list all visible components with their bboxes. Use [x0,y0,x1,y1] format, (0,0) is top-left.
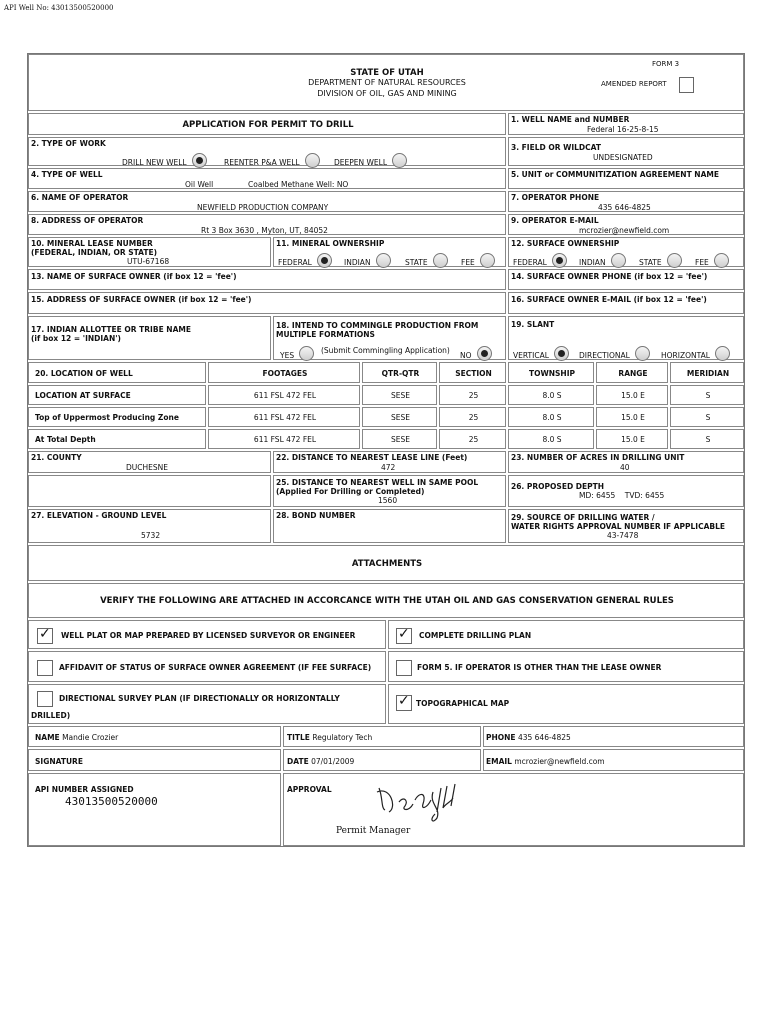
table-row [28,407,206,427]
email-label: EMAIL [486,757,512,766]
api-number-value: 43013500520000 [65,795,158,808]
box-1-well-name [508,113,744,135]
county-label: 21. COUNTY [31,453,82,462]
drill-new-well-label: DRILL NEW WELL [122,158,187,167]
elevation-label: 27. ELEVATION - GROUND LEVEL [31,511,167,520]
commingle-no-radio[interactable] [477,346,492,361]
box-14-surface-owner-phone [508,269,744,290]
state-title: STATE OF UTAH [350,68,424,78]
blank-cell [28,475,271,507]
surface-state-radio[interactable] [667,253,682,268]
loc-row-label: At Total Depth [35,435,96,444]
option-drill-new-well[interactable] [122,150,207,169]
table-cell [208,385,360,405]
application-form [27,53,745,847]
mineral-fee-radio[interactable] [480,253,495,268]
title-value: Regulatory Tech [312,733,373,742]
name-field [35,733,118,742]
approval-cell [283,773,744,846]
surface-state-label: STATE [639,258,662,267]
loc-header-range [596,362,668,383]
title-cell [283,726,481,747]
commingle-no-label: NO [460,351,472,360]
department-title: DEPARTMENT OF NATURAL RESOURCES [308,78,466,87]
table-cell [670,385,744,405]
reenter-radio[interactable] [305,153,320,168]
commingle-sublabel: MULTIPLE FORMATIONS [276,330,375,339]
surface-indian-radio[interactable] [611,253,626,268]
qtrqtr-value: SESE [391,413,410,422]
affidavit-checkbox[interactable] [37,660,53,676]
division-title: DIVISION OF OIL, GAS AND MINING [317,89,457,98]
meridian-value: S [705,435,711,444]
form5-checkbox[interactable] [396,660,412,676]
drill-new-well-radio[interactable] [192,153,207,168]
meridian-value: S [705,413,711,422]
field-label: 3. FIELD OR WILDCAT [511,143,602,152]
option-reenter[interactable] [224,150,320,169]
indian-allottee-sublabel: (if box 12 = 'INDIAN') [31,334,121,343]
topo-map-checkbox[interactable] [396,695,412,711]
form-header [28,54,744,111]
attachments-header [28,545,744,581]
table-cell [439,429,506,449]
approval-label: APPROVAL [287,785,332,794]
box-12-surface-ownership [508,237,744,267]
slant-directional-option[interactable] [579,343,650,362]
table-cell [208,407,360,427]
surface-fee-label: FEE [695,258,709,267]
slant-horizontal-radio[interactable] [715,346,730,361]
slant-label: 19. SLANT [511,320,555,329]
approval-signature [371,778,481,828]
directional-survey-label: DIRECTIONAL SURVEY PLAN (IF DIRECTIONALLY OR HORIZONTALLY [59,694,340,703]
topo-map-label: TOPOGRAPHICAL MAP [416,699,510,708]
slant-directional-radio[interactable] [635,346,650,361]
box-8-address [28,214,506,235]
table-cell [670,429,744,449]
slant-directional-label: DIRECTIONAL [579,351,630,360]
qtrqtr-value: SESE [391,435,410,444]
section-value: 25 [468,413,479,422]
surface-federal-option[interactable] [513,250,567,269]
table-cell [362,429,437,449]
elevation-value: 5732 [141,531,161,540]
date-label: DATE [287,757,309,766]
box-15-surface-owner-address [28,292,506,314]
slant-vertical-radio[interactable] [554,346,569,361]
surface-indian-option[interactable] [579,250,626,269]
box-3-field [508,137,744,166]
box-29-water [508,509,744,543]
option-deepen[interactable] [334,150,407,169]
well-distance-value: 1560 [378,496,398,505]
footages-value: 611 FSL 472 FEL [253,435,317,444]
loc-header-section-text: SECTION [455,369,492,378]
title-label: TITLE [287,733,310,742]
type-of-well-value: Oil Well [185,180,214,189]
loc-header-qtrqtr-text: QTR-QTR [381,369,420,378]
well-name-value: Federal 16-25-8-15 [587,125,659,134]
slant-vertical-label: VERTICAL [513,351,549,360]
phone-label: PHONE [486,733,516,742]
box-9-email [508,214,744,235]
slant-vertical-option[interactable] [513,343,569,362]
permit-manager-label: Permit Manager [336,826,411,836]
bond-label: 28. BOND NUMBER [276,511,356,520]
api-well-number-note: API Well No: 43013500520000 [4,4,114,12]
mineral-lease-value: UTU-67168 [127,257,170,266]
table-cell [508,429,594,449]
table-cell [439,385,506,405]
table-cell [362,407,437,427]
attachments-verify-text: VERIFY THE FOLLOWING ARE ATTACHED IN ACCORCANCE WITH THE UTAH OIL AND GAS CONSERVATION GENERAL RULES [100,596,674,606]
water-source-label: 29. SOURCE OF DRILLING WATER / [511,513,655,522]
email-cell [483,749,744,771]
box-16-surface-owner-email [508,292,744,314]
slant-horizontal-option[interactable] [661,343,730,362]
county-value: DUCHESNE [126,463,168,472]
acres-label: 23. NUMBER OF ACRES IN DRILLING UNIT [511,453,685,462]
mineral-federal-radio[interactable] [317,253,332,268]
box-4-type-of-well [28,168,506,189]
directional-survey-label-cont: DRILLED) [31,711,71,720]
lease-distance-label: 22. DISTANCE TO NEAREST LEASE LINE (Feet) [276,453,468,462]
box-25-well-distance [273,475,506,507]
well-plat-checkbox[interactable] [37,628,53,644]
meridian-value: S [705,391,711,400]
coalbed-methane-value: Coalbed Methane Well: NO [248,180,349,189]
loc-header-township [508,362,594,383]
mineral-indian-radio[interactable] [376,253,391,268]
date-value: 07/01/2009 [311,757,355,766]
acres-value: 40 [620,463,630,472]
box-26-depth [508,475,744,507]
box-23-acres [508,451,744,473]
box-18-commingle [273,316,506,360]
deepen-label: DEEPEN WELL [334,158,388,167]
section-value: 25 [468,435,479,444]
commingle-label: 18. INTEND TO COMMINGLE PRODUCTION FROM [276,321,479,330]
operator-email-value: mcrozier@newfield.com [579,226,670,235]
deepen-radio[interactable] [392,153,407,168]
form-title-cell [28,113,506,135]
range-value: 15.0 E [621,391,645,400]
unit-agreement-label: 5. UNIT or COMMUNITIZATION AGREEMENT NAME [511,170,719,179]
operator-phone-label: 7. OPERATOR PHONE [511,193,600,202]
commingle-note: (Submit Commingling Application) [321,346,450,355]
loc-header-footages-text: FOOTAGES [262,369,308,378]
lease-distance-value: 472 [381,463,396,472]
water-rights-label: WATER RIGHTS APPROVAL NUMBER IF APPLICABLE [511,522,726,531]
box-5-unit [508,168,744,189]
attachment-form5 [388,651,744,682]
box-10-mineral-lease [28,237,271,267]
mineral-ownership-label: 11. MINERAL OWNERSHIP [276,239,385,248]
operator-address-value: Rt 3 Box 3630 , Myton, UT, 84052 [201,226,328,235]
name-value: Mandie Crozier [62,733,119,742]
surface-federal-label: FEDERAL [513,258,547,267]
mineral-lease-sublabel: (FEDERAL, INDIAN, OR STATE) [31,248,158,257]
date-field [287,757,354,766]
box-27-elevation [28,509,271,543]
box-28-bond [273,509,506,543]
section-value: 25 [468,391,479,400]
commingle-no-option[interactable] [460,343,492,362]
surface-owner-phone-label: 14. SURFACE OWNER PHONE (if box 12 = 'fee') [511,272,708,281]
attachments-title: ATTACHMENTS [351,559,423,569]
affidavit-label: AFFIDAVIT OF STATUS OF SURFACE OWNER AGREEMENT (IF FEE SURFACE) [59,663,372,672]
operator-email-label: 9. OPERATOR E-MAIL [511,216,599,225]
table-cell [596,407,668,427]
table-cell [362,385,437,405]
well-distance-sublabel: (Applied For Drilling or Completed) [276,487,425,496]
qtrqtr-value: SESE [391,391,410,400]
email-value: mcrozier@newfield.com [514,757,605,766]
range-value: 15.0 E [621,435,645,444]
table-cell [596,385,668,405]
name-label: NAME [35,733,60,742]
surface-state-option[interactable] [639,250,682,269]
table-cell [508,385,594,405]
signature-cell [28,749,281,771]
type-of-work-label: 2. TYPE OF WORK [31,139,106,148]
surface-federal-radio[interactable] [552,253,567,268]
attachment-topo-map [388,684,744,724]
operator-phone-value: 435 646-4825 [598,203,651,212]
table-cell [208,429,360,449]
drilling-plan-checkbox[interactable] [396,628,412,644]
commingle-yes-option[interactable] [280,343,314,362]
box-11-mineral-ownership [273,237,506,267]
commingle-yes-label: YES [280,351,295,360]
surface-owner-address-label: 15. ADDRESS OF SURFACE OWNER (if box 12 = 'fee') [31,295,252,304]
attachments-verify [28,583,744,618]
operator-address-label: 8. ADDRESS OF OPERATOR [31,216,144,225]
table-cell [439,407,506,427]
operator-name-value: NEWFIELD PRODUCTION COMPANY [197,203,329,212]
loc-row-label: Top of Uppermost Producing Zone [35,413,179,422]
loc-header-meridian [670,362,744,383]
slant-horizontal-label: HORIZONTAL [661,351,710,360]
well-distance-label: 25. DISTANCE TO NEAREST WELL IN SAME POOL [276,478,479,487]
loc-header-range-text: RANGE [618,369,648,378]
mineral-lease-label: 10. MINERAL LEASE NUMBER [31,239,153,248]
mineral-state-label: STATE [405,258,428,267]
loc-header-township-text: TOWNSHIP [528,369,575,378]
drilling-plan-label: COMPLETE DRILLING PLAN [419,631,532,640]
box-22-lease-distance [273,451,506,473]
title-field [287,733,372,742]
amended-report-label: AMENDED REPORT [601,80,667,88]
phone-value: 435 646-4825 [517,733,571,742]
loc-header-section [439,362,506,383]
directional-survey-checkbox[interactable] [37,691,53,707]
township-value: 8.0 S [542,391,562,400]
signature-label: SIGNATURE [35,757,83,766]
type-of-well-label: 4. TYPE OF WELL [31,170,103,179]
footages-value: 611 FSL 472 FEL [253,413,317,422]
form-number: FORM 3 [652,60,680,68]
mineral-federal-option[interactable] [278,250,332,269]
table-cell [596,429,668,449]
phone-field [486,733,571,742]
table-row [28,385,206,405]
operator-name-label: 6. NAME OF OPERATOR [31,193,129,202]
table-cell [670,407,744,427]
surface-owner-name-label: 13. NAME OF SURFACE OWNER (if box 12 = 'fee') [31,272,237,281]
depth-label: 26. PROPOSED DEPTH [511,482,605,491]
township-value: 8.0 S [542,413,562,422]
mineral-state-radio[interactable] [433,253,448,268]
surface-fee-option[interactable] [695,250,729,269]
surface-owner-email-label: 16. SURFACE OWNER E-MAIL (if box 12 = 'fee') [511,295,707,304]
reenter-label: REENTER P&A WELL [224,158,300,167]
mineral-fee-label: FEE [461,258,475,267]
api-number-label: API NUMBER ASSIGNED [35,785,134,794]
mineral-indian-label: INDIAN [344,258,371,267]
box-13-surface-owner-name [28,269,506,290]
box-21-county [28,451,271,473]
loc-row-label: LOCATION AT SURFACE [35,391,131,400]
township-value: 8.0 S [542,435,562,444]
email-field [486,757,605,766]
footages-value: 611 FSL 472 FEL [253,391,317,400]
mineral-federal-label: FEDERAL [278,258,312,267]
commingle-yes-radio[interactable] [299,346,314,361]
table-row [28,429,206,449]
loc-header-meridian-text: MERIDIAN [686,369,730,378]
field-value: UNDESIGNATED [593,153,653,162]
surface-indian-label: INDIAN [579,258,606,267]
surface-ownership-label: 12. SURFACE OWNERSHIP [511,239,620,248]
indian-allottee-label: 17. INDIAN ALLOTTEE OR TRIBE NAME [31,325,191,334]
loc-header-location [28,362,206,383]
attachment-directional-survey [28,684,386,724]
date-cell [283,749,481,771]
box-2-type-of-work [28,137,506,166]
well-plat-label: WELL PLAT OR MAP PREPARED BY LICENSED SURVEYOR OR ENGINEER [61,631,356,640]
surface-fee-radio[interactable] [714,253,729,268]
well-name-label: 1. WELL NAME and NUMBER [511,115,630,124]
depth-value: MD: 6455 TVD: 6455 [579,491,665,500]
box-7-phone [508,191,744,212]
phone-cell [483,726,744,747]
mineral-indian-option[interactable] [344,250,391,269]
api-number-cell [28,773,281,846]
box-6-operator [28,191,506,212]
table-cell [508,407,594,427]
attachment-well-plat [28,620,386,649]
mineral-fee-option[interactable] [461,250,495,269]
water-rights-value: 43-7478 [607,531,639,540]
range-value: 15.0 E [621,413,645,422]
box-17-indian-allottee [28,316,271,360]
form-title: APPLICATION FOR PERMIT TO DRILL [182,120,354,130]
loc-header-location-text: 20. LOCATION OF WELL [35,369,133,378]
mineral-state-option[interactable] [405,250,448,269]
loc-header-footages [208,362,360,383]
name-cell [28,726,281,747]
box-19-slant [508,316,744,360]
loc-header-qtrqtr [362,362,437,383]
attachment-affidavit [28,651,386,682]
form5-label: FORM 5. IF OPERATOR IS OTHER THAN THE LEASE OWNER [417,663,662,672]
attachment-drilling-plan [388,620,744,649]
